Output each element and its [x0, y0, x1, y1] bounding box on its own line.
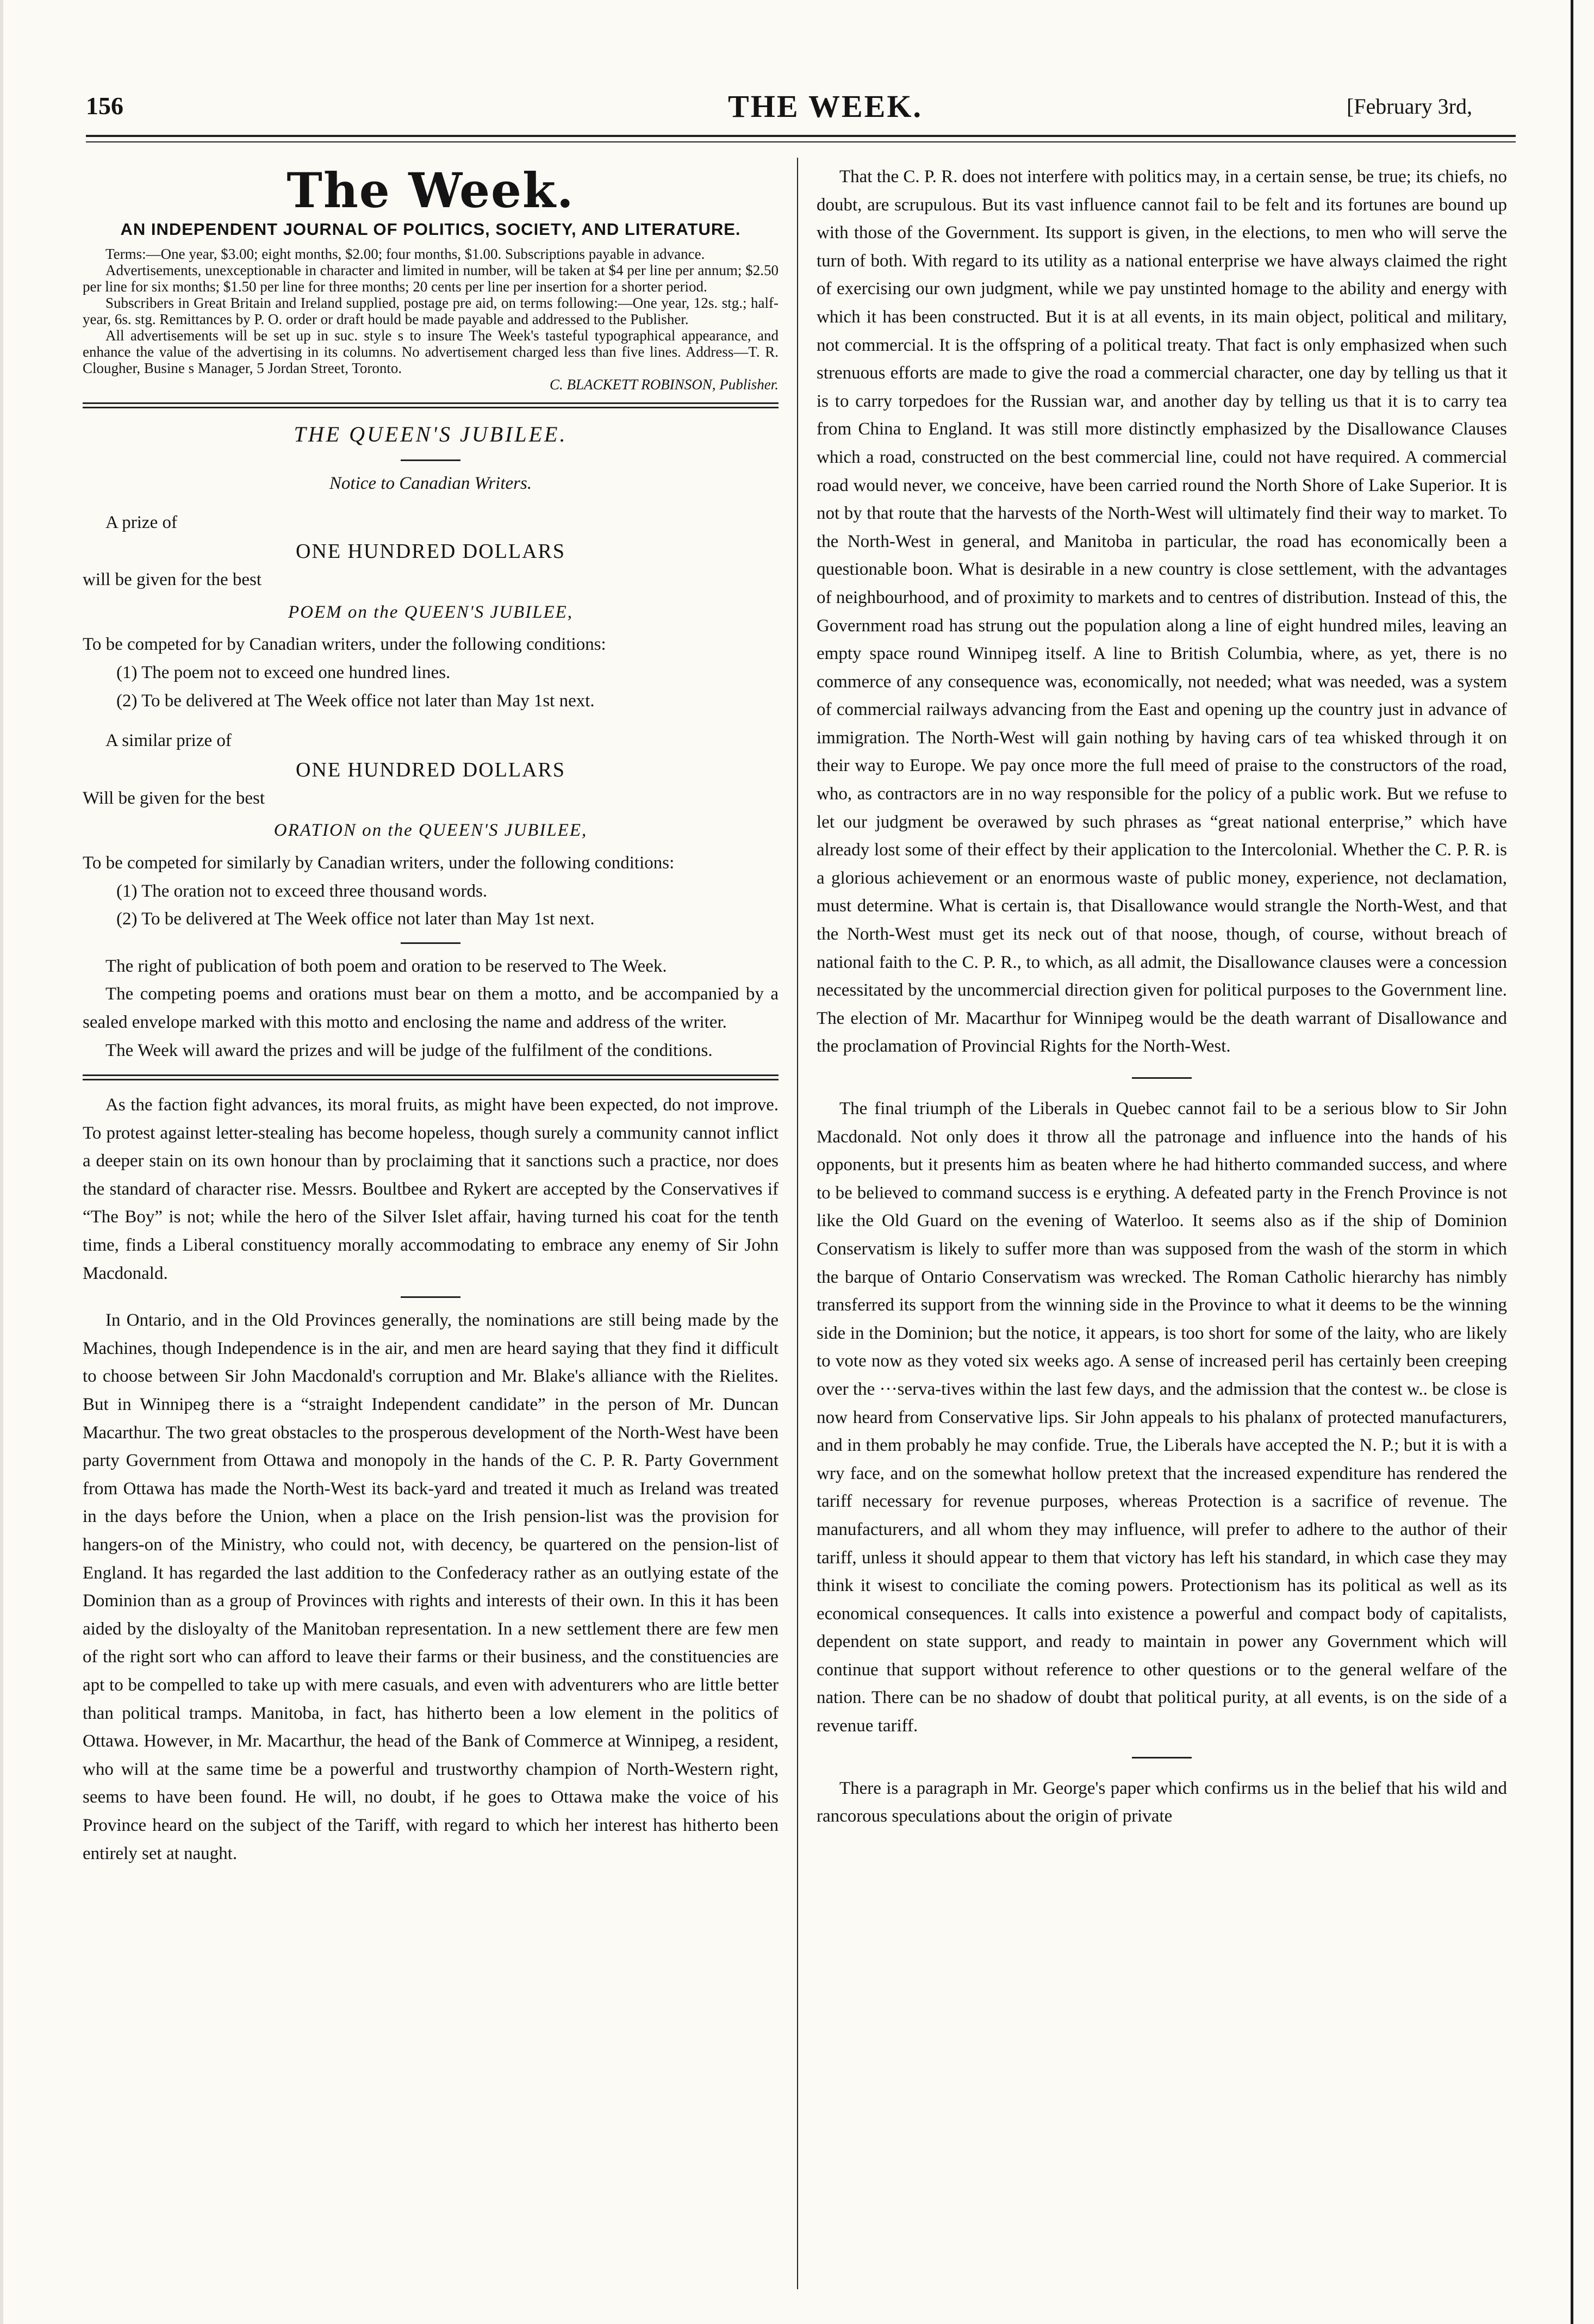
prize-amount: ONE HUNDRED DOLLARS: [295, 540, 566, 563]
section-separator: [401, 942, 460, 944]
header-rule-bottom: [86, 141, 1516, 142]
oration-title: ORATION on the QUEEN'S JUBILEE,: [273, 821, 588, 841]
poem-title: POEM on the QUEEN'S JUBILEE,: [288, 602, 574, 622]
header-rule-top: [86, 135, 1516, 137]
paragraph-faction-fight: As the faction fight advances, its moral fruits, as might have been expected, do not improve. To protest against letter-stealing has become hopeless, though surely a community cannot inflict a deeper stain on its own honour than by proclaiming that it sanctions such a practice, nor does the standard of character rise. Messrs. Boultbee and Rykert are accepted by the Conservatives if “The Boy” is not; while the hero of the Silver Islet affair, having turned his coat for the tenth time, finds a Liberal constituency morally accommodating to embrace any enemy of Sir John Macdonald.: [83, 1095, 779, 1283]
journal-nameplate: The Week.: [287, 162, 575, 219]
page-edge: [0, 0, 3, 2324]
poem-conditions-intro: To be competed for by Canadian writers, under the following conditions:: [83, 635, 606, 655]
oration-condition: (1) The oration not to exceed three thousand words.: [116, 881, 488, 901]
section-separator: [1132, 1077, 1192, 1079]
subscription-terms: [83, 246, 779, 393]
issue-date: [February 3rd,: [1346, 94, 1472, 119]
page-header: [86, 91, 1565, 125]
column-divider: [797, 158, 798, 2289]
subscriber-terms: Subscribers in Great Britain and Ireland supplied, postage pre aid, on terms following:—One year, 12s. stg.; half-year, 6s. stg. Remittances by P. O. order or draft hould be made payable and addressed to the Publisher.: [83, 295, 779, 327]
paragraph-quebec: The final triumph of the Liberals in Quebec cannot fail to be a serious blow to Sir John Macdonald. Not only does it throw all the patronage and influence into the hands of his opponents, but it presents him as beaten where he had hitherto commanded success, and where to be believed to command success is e erything. A defeated party in the French Province is not like the Old Guard on the evening of Waterloo. It seems also as if the ship of Dominion Conservatism is likely to suffer more than was supposed from the wash of the storm in which the barque of Ontario Conservatism was wrecked. The Roman Catholic hierarchy has nimbly transferred its support from the winning side in the Province to what it deems to be the winning side in the Dominion; but the notice, it appears, is too short for some of the laity, who are likely to vote now as they voted six weeks ago. A sense of increased peril has certainly been creeping over the ···serva-tives within the last few days, and the admission that the contest w.. be close is now heard from Conservative lips. Sir John appeals to his phalanx of protected manufacturers, and in them probably he may confide. True, the Liberals have accepted the N. P.; but it is with a wry face, and on the somewhat hollow pretext that the increased expenditure has rendered the tariff necessary for revenue purposes, whereas Protection is a sacrifice of revenue. The manufacturers, and all whom they may influence, will prefer to adhere to the author of their tariff, unless it should appear to them that victory has left his standard, in which case they may think it wisest to conciliate the coming powers. Protectionism has its political as well as its economical consequences. It calls into existence a powerful and compact body of capitalists, dependent on state support, and ready to maintain in power any Government which will continue that support without reference to other questions or to the general welfare of the nation. There can be no shadow of doubt that political purity, at all events, is on the side of a revenue tariff.: [817, 1099, 1507, 1736]
paragraph-ontario: In Ontario, and in the Old Provinces generally, the nominations are still being made by the Machines, though Independence is in the air, and men are heard saying that they find it difficult to choose between Sir John Macdonald's corruption and Mr. Blake's alliance with the Rielites. But in Winnipeg there is a “straight Independent candidate” in the person of Mr. Duncan Macarthur. The two great obstacles to the prosperous development of the North-West have been party Government from Ottawa and monopoly in the hands of the C. P. R. Party Government from Ottawa has made the North-West its back-yard and treated it much as Ireland was treated in the days before the Union, when a place on the Irish pension-list was the provision for hangers-on of the Ministry, who could not, with decency, be quartered on the pension-list of England. It has regarded the last addition to the Confederacy rather as an outlying estate of the Dominion than as a group of Provinces with rights and interests of their own. In this it has been aided by the disloyalty of the Manitoban representation. In a new settlement there are few men of the right sort who can afford to leave their farms or their business, and the constituencies are apt to be compelled to take up with mere casuals, and even with adventurers who are little better than political tramps. Manitoba, in fact, has hitherto been a low element in the politics of Ottawa. However, in Mr. Macarthur, the head of the Bank of Commerce at Winnipeg, a resident, who will at the same time be a powerful and trustworthy champion of North-Western right, seems to have been found. He will, no doubt, if he goes to Ottawa make the voice of his Province heard on the subject of the Tariff, with regard to which her interest has hitherto been entirely set at naught.: [83, 1310, 779, 1863]
section-separator: [1132, 1757, 1192, 1758]
masthead-rule: [83, 402, 779, 408]
prize-amount: ONE HUNDRED DOLLARS: [295, 758, 566, 781]
given-for-best: will be given for the best: [83, 570, 262, 590]
jubilee-notice: Notice to Canadian Writers.: [329, 474, 532, 493]
advertising-rates: Advertisements, unexceptionable in character and limited in number, will be taken at $4 per line per annum; $2.50 per line for six months; $1.50 per line for three months; 20 cents per line per insertion for a shorter period.: [83, 262, 779, 295]
page-number: 156: [86, 92, 123, 120]
jubilee-heading: THE QUEEN'S JUBILEE.: [294, 422, 568, 446]
page-binding-edge: [1571, 0, 1573, 2324]
publication-rights: The right of publication of both poem and oration to be reserved to The Week.: [105, 956, 667, 976]
oration-condition: (2) To be delivered at The Week office not later than May 1st next.: [116, 909, 595, 929]
award-notice: The Week will award the prizes and will be judge of the fulfilment of the conditions.: [105, 1040, 713, 1060]
running-title: THE WEEK.: [728, 89, 923, 124]
prize-intro: A prize of: [105, 512, 177, 532]
poem-condition: (1) The poem not to exceed one hundred lines.: [116, 662, 451, 682]
publisher-line: C. BLACKETT ROBINSON, Publisher.: [549, 376, 779, 393]
oration-conditions-intro: To be competed for similarly by Canadian writers, under the following conditions:: [83, 853, 675, 873]
terms-text: Terms:—One year, $3.00; eight months, $2.00; four months, $1.00. Subscriptions payable in advance.: [105, 246, 705, 262]
section-separator: [401, 459, 460, 461]
journal-subtitle: AN INDEPENDENT JOURNAL OF POLITICS, SOCIETY, AND LITERATURE.: [120, 220, 741, 239]
left-column: [83, 163, 779, 1868]
notice-rule: [83, 1074, 779, 1080]
motto-requirement: The competing poems and orations must bear on them a motto, and be accompanied by a sealed envelope marked with this motto and enclosing the name and address of the writer.: [83, 984, 779, 1032]
paragraph-cpr: That the C. P. R. does not interfere with politics may, in a certain sense, be true; its chiefs, no doubt, are scrupulous. But its vast influence cannot fail to be felt and its fortunes are bound up with those of the Government. Its support is given, in the elections, to men who will serve the turn of both. With regard to its utility as a national enterprise we have always claimed the right of exercising our own judgment, while we pay unstinted homage to the ability and energy with which it has been constructed. But it is at all events, in its main object, political and military, not commercial. It is the offspring of a political treaty. That fact is only emphasized when such strenuous efforts are made to give the road a commercial character, one day by telling us that it is to carry torpedoes for the Russian war, and another day by telling us that it is to carry tea from China to England. It was still more distinctly emphasized by the Disallowance Clauses which a road, constructed on the best commercial line, could not have required. A commercial road would never, we conceive, have been carried round the North Shore of Lake Superior. It is not by that route that the harvests of the North-West will ultimately find their way to market. To the North-West in general, and Manitoba in particular, the road has economically been a questionable boon. What is desirable in a new country is close settlement, with the advantages of neighbourhood, and of proximity to markets and to centres of distribution. Instead of this, the Government road has strung out the population along a line of eight hundred miles, leaving an empty space round Winnipeg itself. A line to British Columbia, where, as yet, there is no commerce of any consequence was, economically, not needed; what was needed, was a system of commercial railways advancing from the East and opening up the country just in advance of immigration. The North-West will gain nothing by having cars of tea whisked through it on their way to Europe. We pay once more the full meed of praise to the constructors of the road, who, as contractors are in no way responsible for the policy of a public work. But we refuse to let our judgment be overawed by such phrases as “great national enterprise,” which have already lost some of their effect by their application to the Intercolonial. Whether the C. P. R. is a glorious achievement or an enormous waste of public money, experience, not declamation, must determine. What is certain is, that Disallowance would strangle the North-West, and that the North-West must get its neck out of that noose, though, of course, without breach of national faith to the C. P. R., to which, as all admit, the Disallowance clauses were a concession necessitated by the uncommercial direction given for political purposes to the Government line. The election of Mr. Macarthur for Winnipeg would be the death warrant of Disallowance and the proclamation of Provincial Rights for the North-West.: [817, 167, 1507, 1057]
advertising-policy: All advertisements will be set up in suc. style s to insure The Week's tasteful typographical appearance, and enhance the value of the advertising in its columns. No advertisement charged less than five lines. Address—T. R. Clougher, Busine s Manager, 5 Jordan Street, Toronto.: [83, 327, 779, 376]
poem-condition: (2) To be delivered at The Week office not later than May 1st next.: [116, 691, 595, 711]
right-column: [817, 163, 1507, 1831]
paragraph-george: There is a paragraph in Mr. George's paper which confirms us in the belief that his wild and rancorous speculations about the origin of private: [817, 1778, 1507, 1826]
section-separator: [401, 1296, 460, 1298]
given-for-best: Will be given for the best: [83, 788, 265, 808]
similar-prize: A similar prize of: [105, 731, 232, 751]
